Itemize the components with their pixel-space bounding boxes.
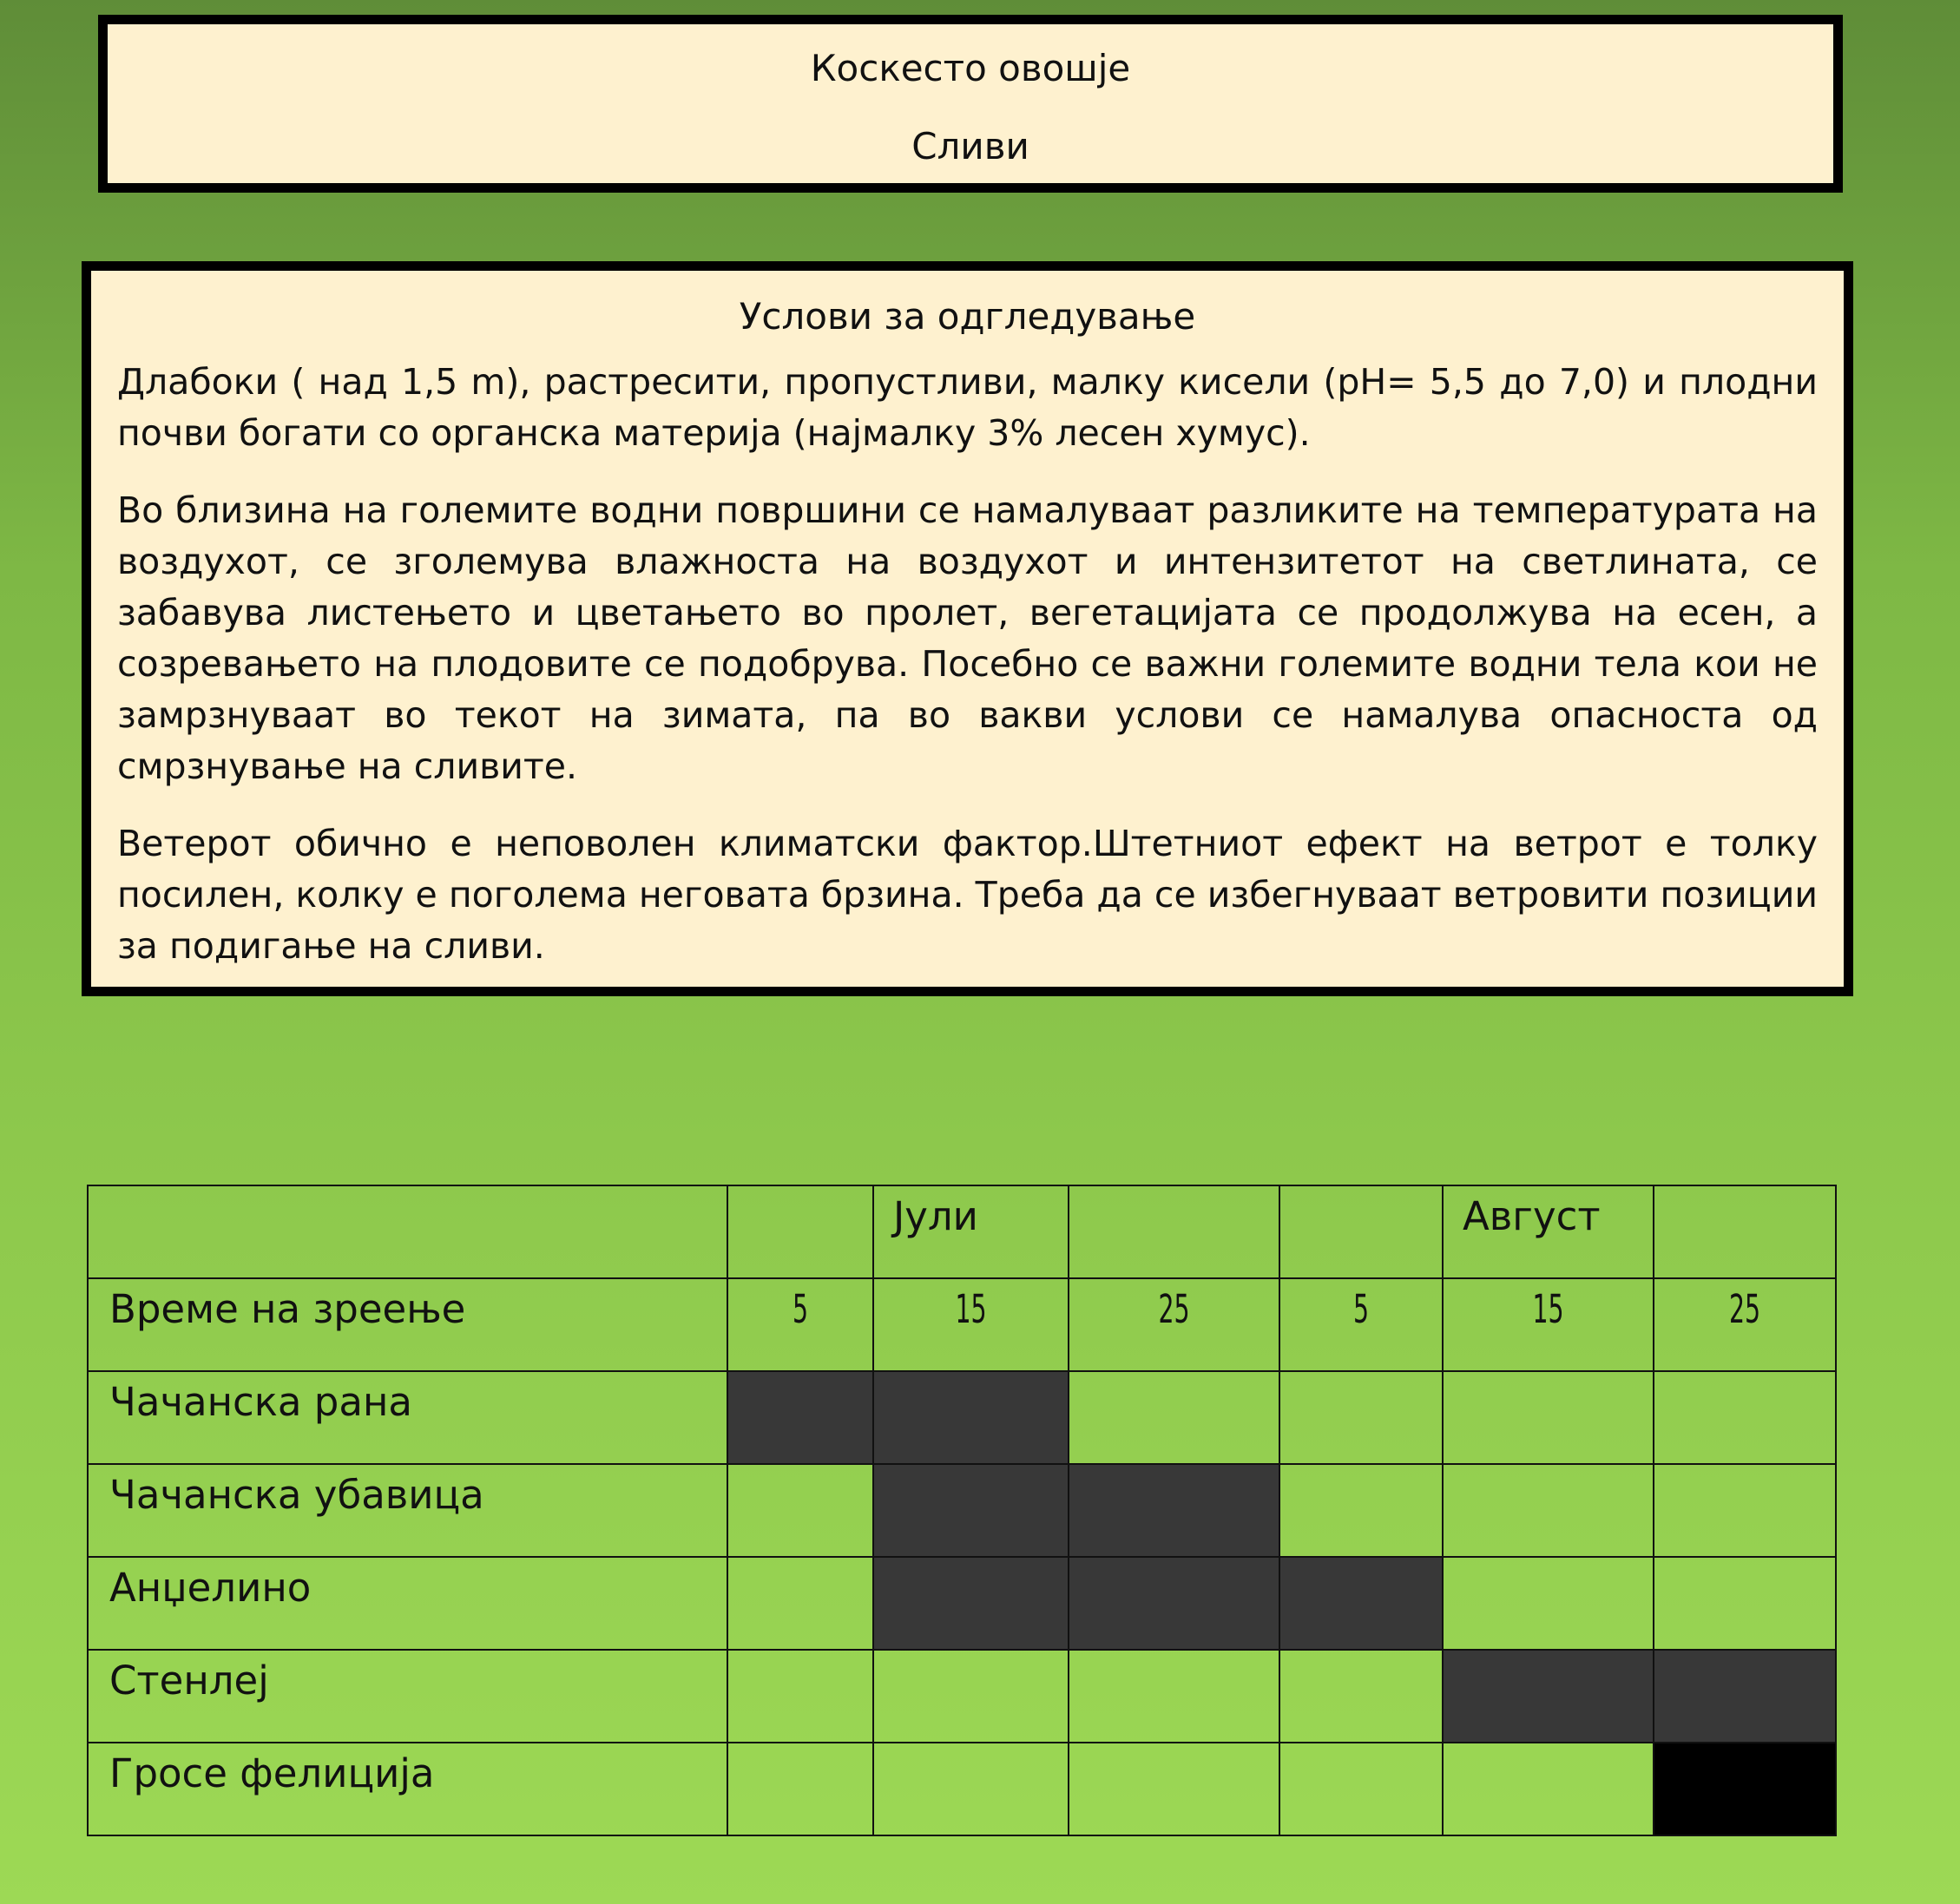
variety-row [88, 1371, 1836, 1464]
month-header-row [88, 1185, 1836, 1278]
variety-name: Чачанска рана [88, 1371, 727, 1464]
ripening-cell-empty [1443, 1557, 1654, 1650]
ripening-time-label: Време на зреење [88, 1278, 727, 1371]
ripening-cell-filled [1443, 1650, 1654, 1743]
ripening-cell-empty [727, 1557, 873, 1650]
ripening-cell-empty [1654, 1557, 1836, 1650]
ripening-table [87, 1185, 1837, 1836]
ripening-cell-empty [1443, 1371, 1654, 1464]
ripening-cell-empty [1279, 1371, 1443, 1464]
ripening-cell-empty [1654, 1371, 1836, 1464]
ripening-cell-filled [873, 1371, 1069, 1464]
variety-name: Гросе фелиција [88, 1743, 727, 1835]
empty-cell [727, 1185, 873, 1278]
category-title: Коскесто овошје [810, 47, 1131, 89]
ripening-cell-empty [1654, 1464, 1836, 1557]
conditions-heading: Услови за одгледување [739, 295, 1196, 338]
day-cell: 15 [903, 1278, 1040, 1371]
day-cell: 25 [1681, 1278, 1809, 1371]
ripening-cell-empty [1069, 1650, 1279, 1743]
variety-row [88, 1650, 1836, 1743]
ripening-cell-empty [727, 1464, 873, 1557]
ripening-cell-empty [1069, 1743, 1279, 1835]
day-cell: 15 [1474, 1278, 1621, 1371]
day-header-row [88, 1278, 1836, 1371]
conditions-paragraph-soil: Длабоки ( над 1,5 m), растресити, пропустливи, малку кисели (pH= 5,5 до 7,0) и плодни почви богати со органска материја (најмалку 3% лесен хумус). [117, 361, 1818, 454]
ripening-cell-empty [727, 1743, 873, 1835]
ripening-cell-filled [1069, 1464, 1279, 1557]
day-cell: 5 [749, 1278, 852, 1371]
variety-row [88, 1557, 1836, 1650]
empty-corner-cell [88, 1185, 727, 1278]
month-july: Јули [873, 1185, 1069, 1278]
variety-row [88, 1464, 1836, 1557]
variety-row [88, 1743, 1836, 1835]
empty-cell [1279, 1185, 1443, 1278]
ripening-cell-empty [873, 1743, 1069, 1835]
ripening-cell-empty [727, 1650, 873, 1743]
title-box [98, 15, 1843, 193]
variety-name: Анџелино [88, 1557, 727, 1650]
ripening-cell-empty [1443, 1743, 1654, 1835]
ripening-cell-filled [727, 1371, 873, 1464]
ripening-cell-filled [1654, 1650, 1836, 1743]
month-august: Август [1443, 1185, 1654, 1278]
ripening-cell-empty [1069, 1371, 1279, 1464]
conditions-box [82, 261, 1853, 996]
conditions-paragraph-water: Во близина на големите водни површини се намалуваат разликите на температурата на воздухот, се зголемува влажноста на воздухот и интензитетот на светлината, се забавува листењето и цветањето во пролет, вегетацијата се продолжува на есен, а созревањето на плодовите се подобрува. Посебно се важни големите водни тела кои не замрзнуваат во текот на зимата, па во вакви услови се намалува опасноста од смрзнување на сливите. [117, 489, 1818, 787]
empty-cell [1069, 1185, 1279, 1278]
ripening-cell-empty [1279, 1743, 1443, 1835]
ripening-cell-empty [1279, 1650, 1443, 1743]
day-cell: 5 [1304, 1278, 1418, 1371]
ripening-cell-empty [1279, 1464, 1443, 1557]
ripening-cell-empty [873, 1650, 1069, 1743]
ripening-cell-filled [873, 1557, 1069, 1650]
fruit-title: Сливи [911, 125, 1029, 167]
ripening-cell-empty [1443, 1464, 1654, 1557]
variety-name: Чачанска убавица [88, 1464, 727, 1557]
ripening-cell-filled [1069, 1557, 1279, 1650]
empty-cell [1654, 1185, 1836, 1278]
ripening-cell-filled [1654, 1743, 1836, 1835]
conditions-paragraph-wind: Ветерот обично е неповолен климатски фактор.Штетниот ефект на ветрот е толку посилен, колку е поголема неговата брзина. Треба да се избегнуваат ветровити позиции за подигање на сливи. [117, 823, 1818, 967]
variety-name: Стенлеј [88, 1650, 727, 1743]
day-cell: 25 [1100, 1278, 1247, 1371]
ripening-cell-filled [1279, 1557, 1443, 1650]
ripening-cell-filled [873, 1464, 1069, 1557]
